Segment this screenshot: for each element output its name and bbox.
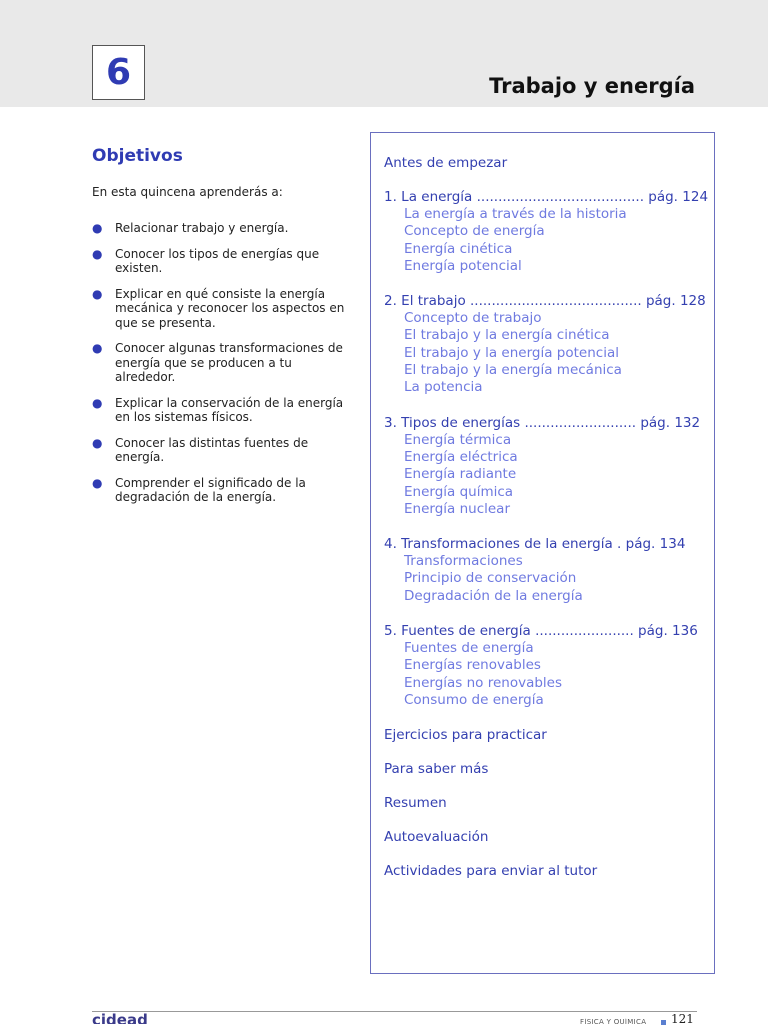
toc-subitem[interactable]: Principio de conservación	[404, 570, 577, 587]
toc-subitem[interactable]: El trabajo y la energía mecánica	[404, 362, 622, 379]
toc-section-3	[384, 415, 710, 518]
objective-item: ● Conocer las distintas fuentes de energía.	[92, 435, 309, 464]
bullet-icon: ●	[92, 341, 103, 355]
toc-subitem[interactable]: El trabajo y la energía potencial	[404, 344, 619, 361]
bullet-icon: ●	[92, 221, 103, 235]
objective-item: ● Explicar en qué consiste la energía mecánica y reconocer los aspectos en que se presenta.	[92, 286, 345, 330]
toc-subitem[interactable]: Concepto de energía	[404, 223, 545, 240]
toc-subitem[interactable]: Energía térmica	[404, 431, 512, 448]
toc-subitem[interactable]: Consumo de energía	[404, 691, 544, 708]
footer-square-icon	[661, 1020, 666, 1025]
objective-item: ● Relacionar trabajo y energía.	[92, 221, 289, 235]
toc-subitem[interactable]: Energía eléctrica	[404, 448, 518, 465]
toc-section-title[interactable]: 3. Tipos de energías .......................... pág. 132	[384, 414, 701, 431]
toc-section-title[interactable]: 5. Fuentes de energía ....................... pág. 136	[384, 623, 698, 640]
chapter-number-box	[92, 45, 145, 100]
toc-section-title[interactable]: 1. La energía ....................................... pág. 124	[384, 189, 709, 205]
objectives-list	[92, 221, 354, 516]
toc-subitem[interactable]: Energía cinética	[404, 240, 513, 257]
footer-page-number: 121	[671, 1013, 694, 1024]
toc-subitem[interactable]: Concepto de trabajo	[404, 310, 542, 327]
bullet-icon: ●	[92, 286, 103, 301]
toc-subitem[interactable]: Energía química	[404, 483, 514, 500]
toc-section-4	[384, 536, 710, 605]
toc-subitem[interactable]: Transformaciones	[404, 553, 523, 570]
toc-subitem[interactable]: Energía nuclear	[404, 500, 511, 517]
objective-item: ● Conocer algunas transformaciones de energía que se producen a tu alrededor.	[92, 341, 343, 384]
toc-intro-link[interactable]: Antes de empezar	[384, 155, 508, 171]
toc-subitem[interactable]: Energía potencial	[404, 257, 522, 274]
page-title: Trabajo y energía	[489, 74, 695, 98]
objectives-intro: En esta quincena aprenderás a:	[92, 185, 283, 199]
bullet-icon: ●	[92, 475, 103, 490]
bullet-icon: ●	[92, 435, 103, 450]
chapter-number: 6	[105, 52, 132, 93]
objective-item: ● Comprender el significado de la degradación de la energía.	[92, 475, 306, 504]
objective-item: ● Explicar la conservación de la energía en los sistemas físicos.	[92, 395, 344, 424]
toc-section-title[interactable]: 4. Transformaciones de la energía . pág. 134	[384, 536, 686, 553]
toc-section-title[interactable]: 2. El trabajo ........................................ pág. 128	[384, 293, 706, 310]
toc-section-2	[384, 293, 710, 396]
toc-tutor-activities-link[interactable]: Actividades para enviar al tutor	[384, 863, 598, 880]
objectives-heading: Objetivos	[92, 146, 183, 166]
toc-summary-link[interactable]: Resumen	[384, 795, 447, 812]
table-of-contents	[370, 132, 715, 974]
toc-subitem[interactable]: Energías renovables	[404, 657, 541, 674]
footer-logo: cidead	[92, 1013, 148, 1024]
toc-subitem[interactable]: Degradación de la energía	[404, 587, 583, 604]
toc-exercises-link[interactable]: Ejercicios para practicar	[384, 727, 547, 744]
toc-subitem[interactable]: El trabajo y la energía cinética	[404, 327, 610, 344]
toc-self-assessment-link[interactable]: Autoevaluación	[384, 829, 489, 846]
toc-section-1	[384, 189, 710, 275]
bullet-icon: ●	[92, 246, 103, 261]
toc-subitem[interactable]: Energías no renovables	[404, 674, 563, 691]
bullet-icon: ●	[92, 395, 103, 410]
toc-subitem[interactable]: La potencia	[404, 379, 483, 396]
toc-section-5	[384, 623, 710, 709]
toc-subitem[interactable]: Fuentes de energía	[404, 640, 534, 657]
toc-more-link[interactable]: Para saber más	[384, 761, 489, 778]
objective-item: ● Conocer los tipos de energías que existen.	[92, 246, 320, 275]
toc-subitem[interactable]: Energía radiante	[404, 466, 517, 483]
footer-divider	[92, 1011, 697, 1012]
footer-subject: FÍSICA Y QUÍMICA	[580, 1018, 647, 1024]
toc-subitem[interactable]: La energía a través de la historia	[404, 206, 627, 222]
